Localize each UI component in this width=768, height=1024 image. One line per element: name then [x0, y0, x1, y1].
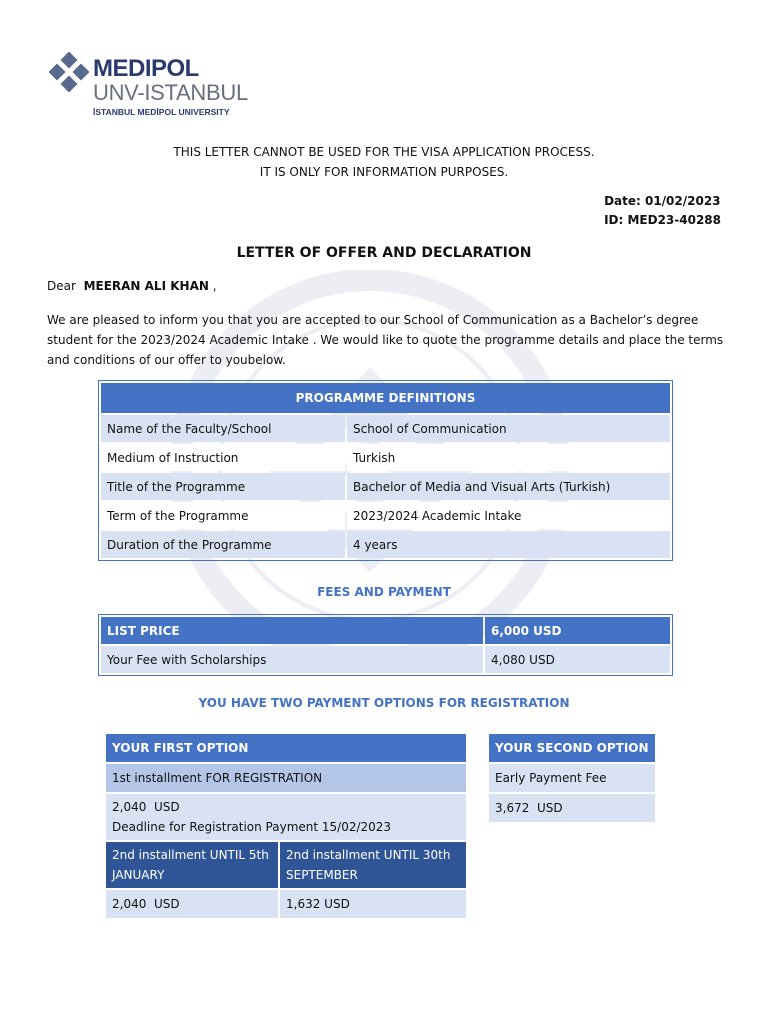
- programme-value: School of Communication: [347, 415, 670, 442]
- programme-label: Medium of Instruction: [101, 444, 345, 471]
- greeting: [47, 279, 217, 293]
- first-installment-label: 1st installment FOR REGISTRATION: [106, 764, 466, 792]
- programme-value: Turkish: [347, 444, 670, 471]
- scholarship-fee-label: Your Fee with Scholarships: [101, 646, 483, 673]
- scholarship-fee-value: 4,080 USD: [485, 646, 670, 673]
- early-payment-label: Early Payment Fee: [489, 764, 655, 792]
- second-option-table: [487, 732, 657, 824]
- table-row: [101, 531, 670, 558]
- letter-date: Date: 01/02/2023: [604, 194, 721, 208]
- first-installment-cell: [106, 794, 466, 840]
- table-row: [101, 502, 670, 529]
- table-row: [101, 646, 670, 673]
- medipol-emblem-icon: [49, 52, 89, 92]
- second-installment-january-value: 2,040 USD: [106, 890, 278, 918]
- fees-table: [98, 614, 673, 676]
- early-payment-amount: 3,672 USD: [489, 794, 655, 822]
- table-row: [106, 842, 466, 888]
- second-option-header: YOUR SECOND OPTION: [489, 734, 655, 762]
- list-price-value: 6,000 USD: [485, 617, 670, 644]
- letter-meta: [604, 192, 721, 230]
- table-row: [101, 444, 670, 471]
- table-row: [106, 764, 466, 792]
- table-row: [489, 764, 655, 792]
- payment-options-heading: YOU HAVE TWO PAYMENT OPTIONS FOR REGISTRATION: [198, 696, 570, 710]
- greeting-dear: Dear: [47, 279, 76, 293]
- fees-heading: FEES AND PAYMENT: [317, 585, 451, 599]
- programme-label: Duration of the Programme: [101, 531, 345, 558]
- second-installment-january-label: 2nd installment UNTIL 5th JANUARY: [106, 842, 278, 888]
- table-row: [101, 473, 670, 500]
- logo-wordmark-medipol: MEDIPOL: [93, 55, 199, 82]
- programme-label: Name of the Faculty/School: [101, 415, 345, 442]
- table-row: [101, 617, 670, 644]
- programme-value: 2023/2024 Academic Intake: [347, 502, 670, 529]
- notice-line-2: IT IS ONLY FOR INFORMATION PURPOSES.: [259, 165, 509, 179]
- programme-table-header: PROGRAMME DEFINITIONS: [101, 383, 670, 413]
- table-row: [106, 890, 466, 918]
- programme-value: Bachelor of Media and Visual Arts (Turkish): [347, 473, 670, 500]
- table-row: [106, 794, 466, 840]
- list-price-label: LIST PRICE: [101, 617, 483, 644]
- first-option-header: YOUR FIRST OPTION: [106, 734, 466, 762]
- table-row: [106, 734, 466, 762]
- first-installment-amount: 2,040 USD: [112, 800, 180, 814]
- letter-title: LETTER OF OFFER AND DECLARATION: [236, 245, 532, 261]
- registration-deadline: Deadline for Registration Payment 15/02/2023: [112, 820, 392, 834]
- programme-label: Title of the Programme: [101, 473, 345, 500]
- second-installment-september-value: 1,632 USD: [280, 890, 466, 918]
- intro-paragraph: We are pleased to inform you that you are accepted to our School of Communication as a Bachelor’s degree student for the 2023/2024 Academic Intake . We would like to quote the programme details and place the terms and conditions of our offer to youbelow.: [47, 313, 724, 367]
- table-row: [489, 734, 655, 762]
- programme-definitions-table: [98, 380, 673, 561]
- programme-value: 4 years: [347, 531, 670, 558]
- recipient-name: MEERAN ALI KHAN: [83, 279, 209, 293]
- first-option-table: [104, 732, 468, 920]
- logo-wordmark-istanbul: UNV-ISTANBUL: [93, 80, 248, 105]
- letter-id: ID: MED23-40288: [604, 213, 721, 227]
- visa-notice: [0, 142, 768, 182]
- table-row: [489, 794, 655, 822]
- greeting-comma: ,: [212, 279, 217, 293]
- notice-line-1: THIS LETTER CANNOT BE USED FOR THE VISA APPLICATION PROCESS.: [173, 145, 595, 159]
- programme-label: Term of the Programme: [101, 502, 345, 529]
- second-installment-september-label: 2nd installment UNTIL 30th SEPTEMBER: [280, 842, 466, 888]
- table-row: [101, 415, 670, 442]
- logo-university-name: İSTANBUL MEDİPOL UNIVERSITY: [93, 107, 230, 117]
